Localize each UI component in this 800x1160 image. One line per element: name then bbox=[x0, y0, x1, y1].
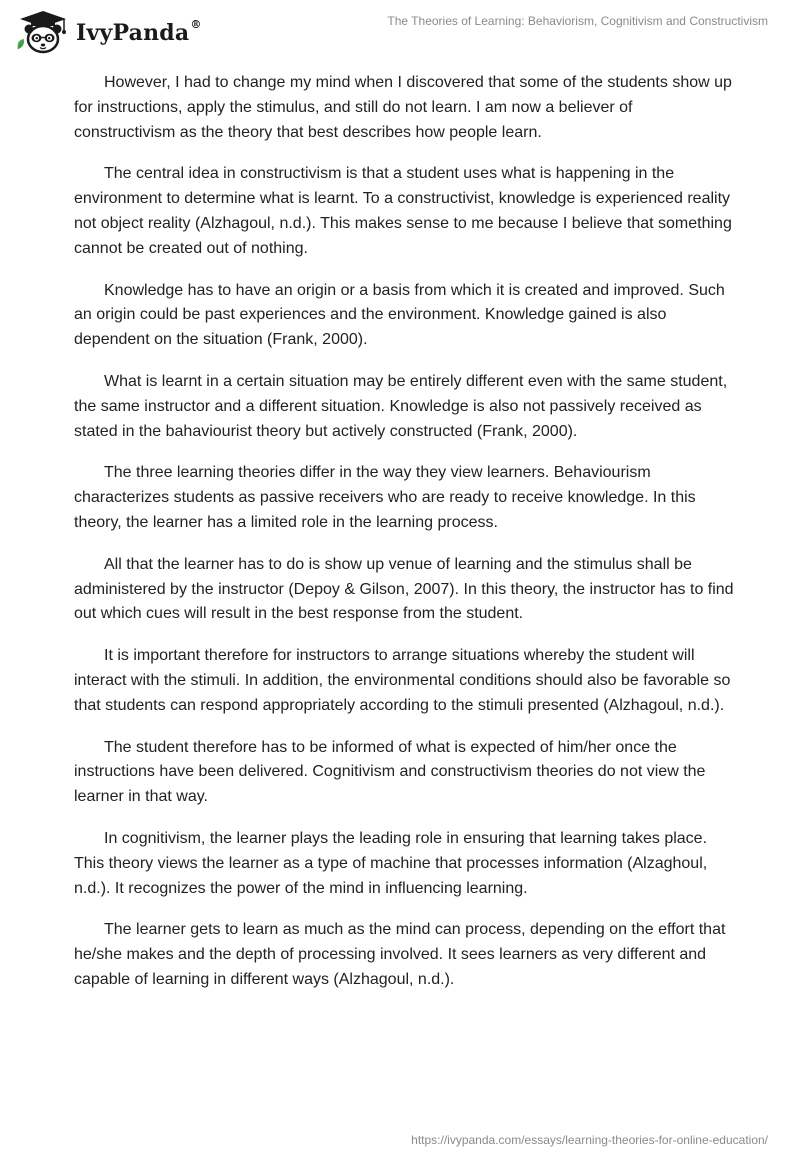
paragraph: The central idea in constructivism is that a student uses what is happening in the environment to determine what is learnt. To a constructivist, knowledge is experienced reality not object reality (Alzhagoul, n.d.). This makes sense to me because I believe that something cannot be created out of nothing. bbox=[74, 165, 732, 257]
paragraph: All that the learner has to do is show up venue of learning and the stimulus shall be administered by the instructor (Depoy & Gilson, 2007). In this theory, the instructor has to find out which cues will result in the best response from the student. bbox=[74, 555, 734, 623]
page-header bbox=[0, 0, 800, 60]
paragraph: Knowledge has to have an origin or a basis from which it is created and improved. Such an origin could be past experiences and the environment. Knowledge gained is also dependent on the situation (Frank, 2000). bbox=[74, 281, 725, 349]
logo-wordmark: IvyPanda® bbox=[76, 18, 202, 46]
document-title: The Theories of Learning: Behaviorism, Cognitivism and Constructivism bbox=[387, 14, 768, 28]
paragraph: The learner gets to learn as much as the mind can process, depending on the effort that he/she makes and the depth of processing involved. It sees learners as very different and capable of learning in different ways (Alzhagoul, n.d.). bbox=[74, 921, 726, 988]
paragraph: It is important therefore for instructors to arrange situations whereby the student will interact with the stimuli. In addition, the environmental conditions should also be favorable so that students can respond appropriately according to the stimuli presented (Alzhagoul, n.d.). bbox=[74, 647, 731, 714]
paragraph: The student therefore has to be informed of what is expected of him/her once the instructions have been delivered. Cognitivism and constructivism theories do not view the learner in that way. bbox=[74, 738, 706, 806]
paragraph: What is learnt in a certain situation may be entirely different even with the same student, the same instructor and a different situation. Knowledge is also not passively received as stated in the bahaviourist theory but actively constructed (Frank, 2000). bbox=[74, 372, 728, 440]
paragraph: In cognitivism, the learner plays the leading role in ensuring that learning takes place. This theory views the learner as a type of machine that processes information (Alzaghoul, n.d.). It recognizes the power of the mind in influencing learning. bbox=[74, 829, 708, 897]
paragraph: The three learning theories differ in the way they view learners. Behaviourism characterizes students as passive receivers who are ready to receive knowledge. In this theory, the learner has a limited role in the learning process. bbox=[74, 464, 696, 531]
source-url-link[interactable]: https://ivypanda.com/essays/learning-theories-for-online-education/ bbox=[411, 1133, 768, 1147]
essay-body bbox=[74, 71, 734, 1010]
panda-logo-icon bbox=[14, 9, 72, 55]
ivypanda-logo[interactable] bbox=[14, 9, 202, 55]
paragraph: However, I had to change my mind when I discovered that some of the students show up for instructions, apply the stimulus, and still do not learn. I am now a believer of constructivism as the theory that best describes how people learn. bbox=[74, 74, 732, 141]
